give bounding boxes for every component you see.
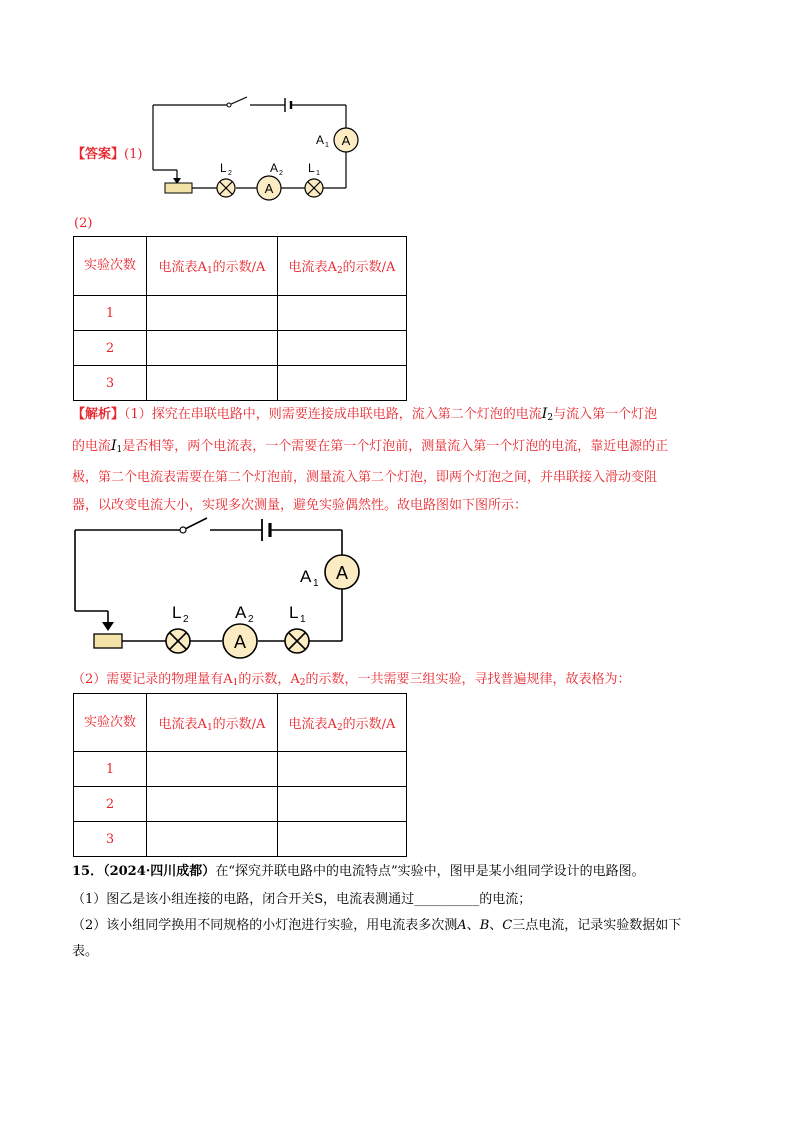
analysis-tag: 【解析】 bbox=[72, 407, 125, 422]
svg-text:2: 2 bbox=[279, 170, 283, 177]
svg-text:A: A bbox=[335, 563, 349, 583]
svg-text:2: 2 bbox=[228, 170, 232, 177]
table-header-trials: 实验次数 bbox=[74, 237, 147, 296]
svg-text:A: A bbox=[316, 133, 325, 147]
table-row: 1 bbox=[74, 752, 407, 787]
question-number: 15． bbox=[72, 864, 104, 879]
svg-text:L: L bbox=[172, 603, 182, 622]
svg-text:2: 2 bbox=[183, 614, 189, 625]
table-row: 2 bbox=[74, 331, 407, 366]
svg-text:L: L bbox=[289, 603, 299, 622]
rheostat-icon bbox=[165, 183, 192, 193]
svg-text:L: L bbox=[308, 161, 315, 175]
svg-text:A: A bbox=[264, 181, 274, 196]
svg-text:L: L bbox=[220, 161, 227, 175]
switch-icon bbox=[229, 97, 247, 105]
table-row: 2 bbox=[74, 787, 407, 822]
svg-text:1: 1 bbox=[325, 142, 329, 149]
svg-text:A: A bbox=[233, 632, 247, 652]
answer-part2-label: (2) bbox=[74, 216, 93, 231]
analysis-circuit-diagram bbox=[70, 510, 360, 660]
question-15-sub2-end: 表。 bbox=[72, 944, 99, 959]
svg-text:A: A bbox=[270, 161, 279, 175]
table-header-a1: 电流表$A_1$的示数/A bbox=[147, 237, 278, 296]
table-row: 3 bbox=[74, 366, 407, 401]
svg-text:1: 1 bbox=[313, 578, 319, 589]
answer-circuit-diagram bbox=[150, 90, 370, 205]
analysis-paragraph: 【解析】（1）探究在串联电路中，则需要连接成串联电路，流入第二个灯泡的电流$I_2$与流入第一个灯泡 的电流$I_1$是否相等，两个电流表，一个需要在第一个灯泡前，测量流入第一个灯泡的电流，靠近电源的正 极，第二个电流表需要在第二个灯泡前，测量流入第二个灯泡，即两个灯泡之间，并串联接入滑动变阻 器，以改变电流大小，实现多次测量，避免实验偶然性。故电路图如下图所示： bbox=[72, 406, 669, 513]
answer-blank: __________ bbox=[414, 892, 480, 907]
table-header-a1: 电流表$A_1$的示数/A bbox=[147, 694, 278, 752]
svg-text:A: A bbox=[341, 133, 351, 148]
svg-text:A: A bbox=[235, 603, 247, 622]
analysis-part2: （2）需要记录的物理量有$A_1$的示数，$A_2$的示数，一共需要三组实验，寻找普遍规律，故表格为： bbox=[72, 672, 631, 688]
svg-text:1: 1 bbox=[300, 614, 306, 625]
svg-text:2: 2 bbox=[248, 614, 254, 625]
table-header-a2: 电流表$A_2$的示数/A bbox=[278, 694, 407, 752]
answer-part1-label: (1) bbox=[124, 147, 143, 162]
svg-text:A: A bbox=[300, 567, 312, 586]
table-row: 1 bbox=[74, 296, 407, 331]
question-15-stem: 15．（2024·四川成都）在“探究并联电路中的电流特点”实验中，图甲是某小组同学设计的电路图。 bbox=[72, 864, 645, 879]
table-header-trials: 实验次数 bbox=[74, 694, 147, 752]
table-row: 3 bbox=[74, 822, 407, 857]
question-15-sub2: （2）该小组同学换用不同规格的小灯泡进行实验，用电流表多次测A、B、C三点电流，记录实验数据如下 bbox=[72, 918, 682, 933]
answer-table bbox=[73, 236, 407, 401]
rheostat-icon bbox=[94, 634, 122, 648]
answer-tag: 【答案】(1) bbox=[72, 147, 143, 162]
svg-text:1: 1 bbox=[316, 170, 320, 177]
table-header-a2: 电流表$A_2$的示数/A bbox=[278, 237, 407, 296]
analysis-table bbox=[73, 693, 407, 857]
switch-icon bbox=[183, 518, 207, 530]
question-15-sub1: （1）图乙是该小组连接的电路，闭合开关S，电流表测通过__________的电流； bbox=[72, 892, 532, 907]
question-source: （2024·四川成都） bbox=[103, 864, 216, 879]
